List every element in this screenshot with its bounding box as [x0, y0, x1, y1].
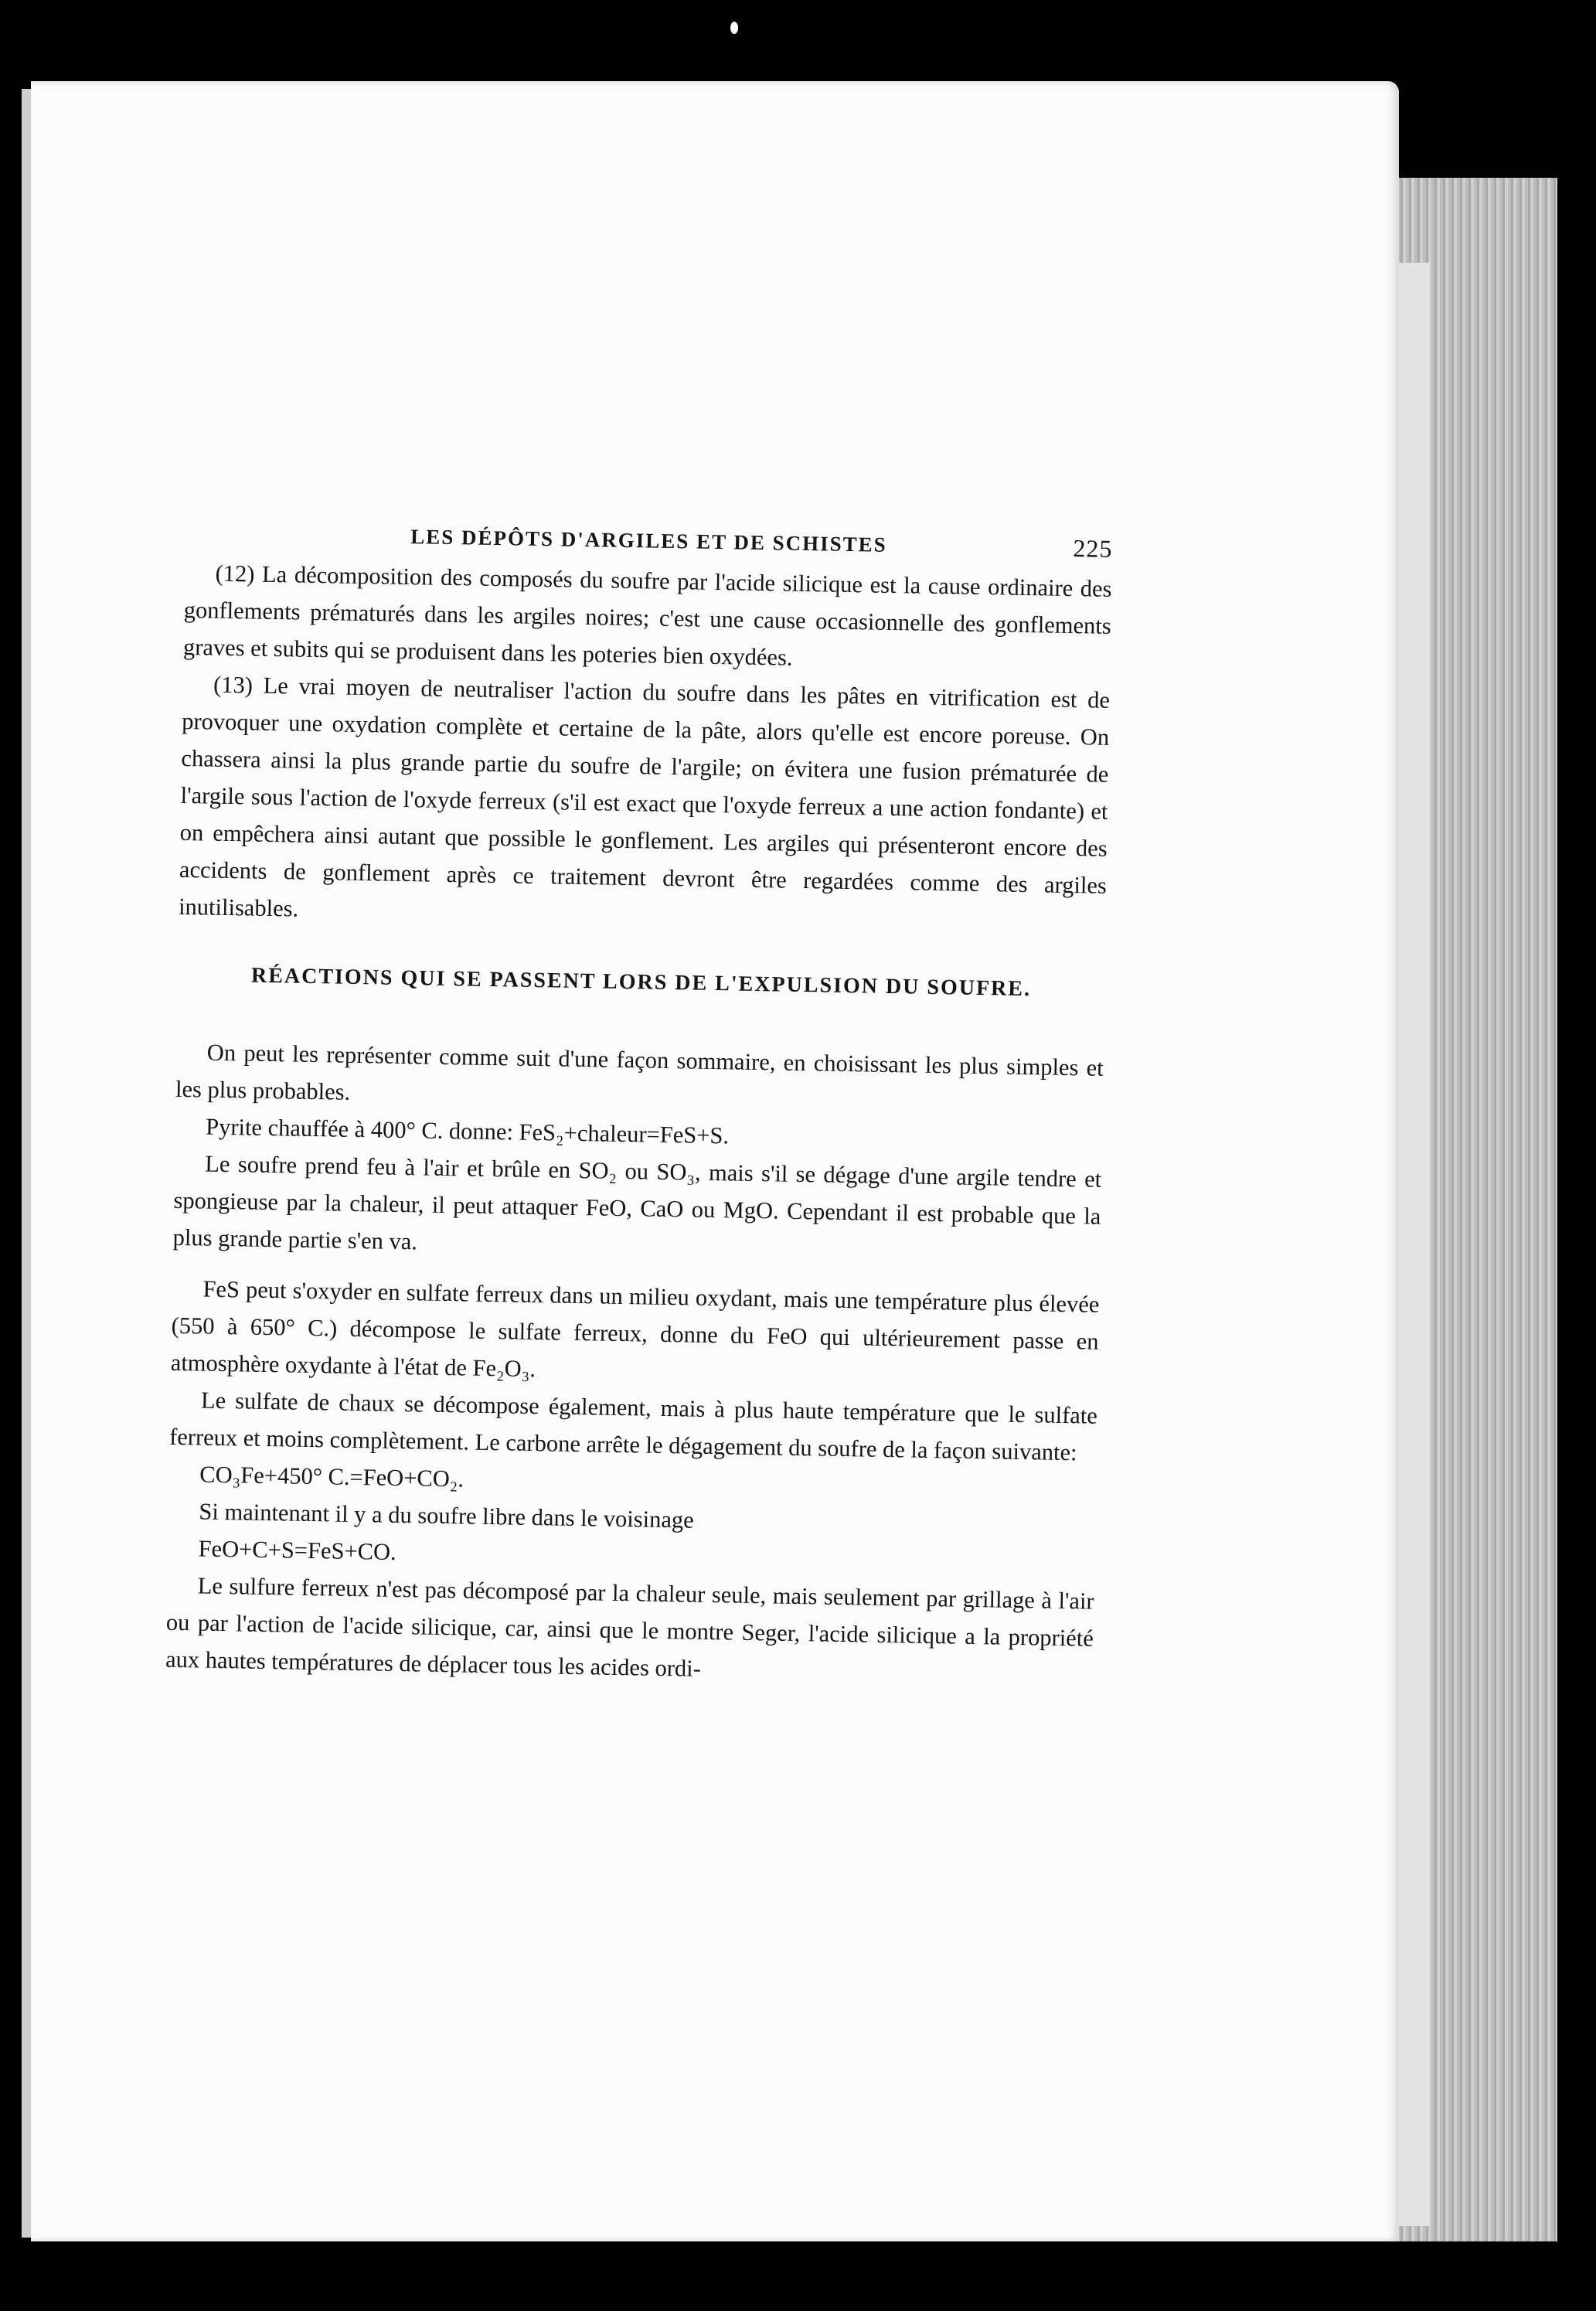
formula-carbonate: CO₃Fe+450° C.=FeO+CO₂.	[199, 1461, 465, 1492]
paragraph-fes: FeS peut s'oxyder en sulfate ferreux dans un milieu oxydant, mais une température plus élevée (550 à 650° C.) décompose le sulfate ferreux, donne du FeO qui ultérieurement passe en atmosphère oxydante à l'état de Fe₂O₃.	[170, 1275, 1100, 1383]
scan-speck	[730, 22, 738, 34]
book-page	[31, 81, 1399, 2241]
paragraph-13: (13) Le vrai moyen de neutraliser l'action du soufre dans les pâtes en vitrification est de provoquer une oxydation complète et certaine de la pâte, alors qu'elle est encore poreuse. On chassera ainsi la plus grande partie du soufre de l'argile; on évitera une fusion prématurée de l'argile sous l'action de l'oxyde ferreux (s'il est exact que l'oxyde ferreux a une action fondante) et on empêchera ainsi autant que possible le gonflement. Les argiles qui présenteront encore des accidents de gonflement après ce traitement devront être regardées comme des argiles inutilisables.	[178, 671, 1111, 922]
paragraph-sulfate: Le sulfate de chaux se décompose également, mais à plus haute température que le sulfate ferreux et moins complètement. Le carbone arrête le dégagement du soufre de la façon suivante:	[168, 1387, 1098, 1466]
header-title: LES DÉPÔTS D'ARGILES ET DE SCHISTES	[410, 525, 887, 556]
paragraph-maintenant: Si maintenant il y a du soufre libre dans le voisinage	[199, 1498, 695, 1533]
page-text	[165, 514, 1113, 1694]
paragraph-soufre: Le soufre prend feu à l'air et brûle en SO₂ ou SO₃, mais s'il se dégage d'une argile tendre et spongieuse par la chaleur, il peut attaquer FeO, CaO ou MgO. Cependant il est probable que la plus grande partie s'en va.	[172, 1150, 1102, 1255]
formula-sulfure: FeO+C+S=FeS+CO.	[198, 1535, 396, 1565]
facing-page-edge	[22, 89, 31, 2238]
paragraph-sulfure: Le sulfure ferreux n'est pas décomposé par la chaleur seule, mais seulement par grillage à l'air ou par l'action de l'acide silicique, car, ainsi que le montre Seger, l'acide silicique a la propriété aux hautes températures de déplacer tous les acides ordi-	[165, 1572, 1094, 1682]
paragraph-intro: On peut les représenter comme suit d'une façon sommaire, en choisissant les plus simples et les plus probables.	[175, 1039, 1104, 1105]
section-heading: RÉACTIONS QUI SE PASSENT LORS DE L'EXPULSION DU SOUFRE.	[250, 963, 1032, 1002]
page-number: 225	[1073, 534, 1113, 563]
paragraph-12: (12) La décomposition des composés du soufre par l'acide silicique est la cause ordinaire des gonflements prématurés dans les argiles noires; c'est une cause occasionnelle des gonflements graves et subits qui se produisent dans les poteries bien oxydées.	[182, 560, 1112, 671]
paragraph-pyrite: Pyrite chauffée à 400° C. donne: FeS₂+chaleur=FeS+S.	[205, 1113, 730, 1149]
